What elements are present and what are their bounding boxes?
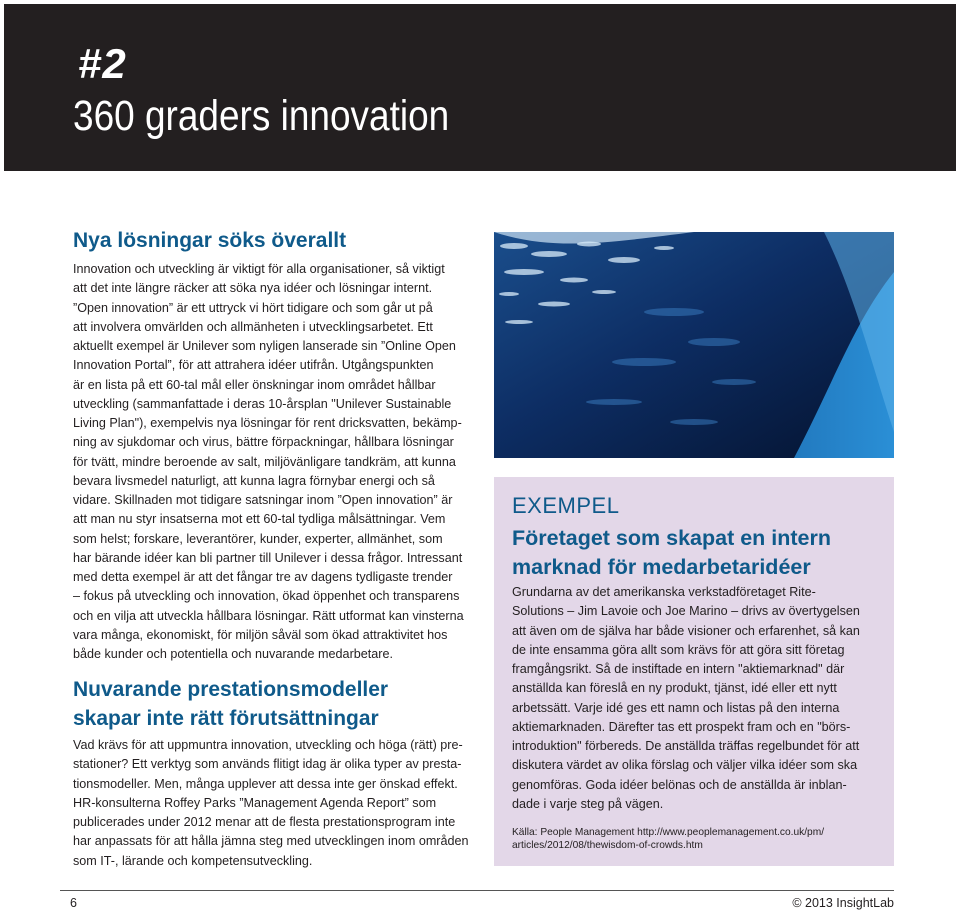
text-line: stationer? Ett verktyg som används flitigt idag är olika typer av presta- bbox=[73, 757, 462, 772]
text-line: – fokus på utveckling och innovation, ökad öppenhet och transparens bbox=[73, 589, 460, 604]
text-line: Innovation och utveckling är viktigt för alla organisationer, så viktigt bbox=[73, 262, 445, 276]
text-line: har bärande idéer kan bli partner till Unilever i dessa frågor. Intressant bbox=[73, 550, 463, 565]
text-line: Vad krävs för att uppmuntra innovation, utveckling och höga (rätt) pre- bbox=[73, 738, 463, 752]
example-body bbox=[512, 583, 860, 814]
text-line: har anpassats för att hålla jämna steg med utvecklingen inom områden bbox=[73, 834, 469, 849]
section1-heading: Nya lösningar söks överallt bbox=[73, 229, 347, 252]
text-line: Solutions – Jim Lavoie och Joe Marino – drivs av övertygelsen bbox=[512, 604, 860, 619]
text-line: arbetssätt. Varje idé ges ett namn och listas på den interna bbox=[512, 700, 840, 715]
text-line: som helst; forskare, leverantörer, kunder, experter, allmänhet, som bbox=[73, 531, 443, 546]
footer-divider bbox=[60, 890, 894, 891]
copyright: © 2013 InsightLab bbox=[792, 896, 894, 910]
text-line: genomföras. Goda idéer belönas och de anställda är inblan- bbox=[512, 777, 847, 792]
text-line: tionsmodeller. Men, många upplever att dessa inte ger önskad effekt. bbox=[73, 776, 458, 791]
text-line: Innovation Portal”, för att attrahera idéer utifrån. Utgångspunkten bbox=[73, 358, 434, 373]
text-line: och en vilja att utveckla hållbara lösningar. Rätt utformat kan vinsterna bbox=[73, 608, 464, 623]
text-line: aktiemarknaden. Därefter tas ett prospekt fram och en "börs- bbox=[512, 719, 851, 734]
page-header bbox=[4, 4, 956, 171]
text-line: vidare. Skillnaden mot tidigare satsningar inom ”Open innovation” är bbox=[73, 493, 453, 507]
text-line: HR-konsulterna Roffey Parks ”Management Agenda Report” som bbox=[73, 795, 437, 810]
text-line: vara många, ekonomiskt, för miljön såväl som ökad attraktivitet hos bbox=[73, 627, 448, 642]
section2-heading-line-2: skapar inte rätt förutsättningar bbox=[73, 707, 379, 730]
text-line: att det inte längre räcker att söka nya idéer och lösningar internt. bbox=[73, 281, 433, 296]
section2-body bbox=[73, 736, 483, 871]
text-line: för tvätt, mindre beroende av salt, miljövänligare tandkräm, att kunna bbox=[73, 454, 456, 469]
example-box bbox=[494, 477, 894, 866]
section2-heading bbox=[73, 675, 388, 733]
example-source bbox=[512, 827, 824, 852]
text-line: som IT-, lärande och kompetensutveckling. bbox=[73, 853, 313, 868]
text-line: introduktion" förbereds. De anställda träffas regelbundet för att bbox=[512, 739, 860, 753]
text-line: att man nu styr insatserna mot ett 60-tal tydliga målsättningar. Vem bbox=[73, 512, 446, 527]
section1-body bbox=[73, 260, 483, 664]
text-line: att även om de själva har både visioner och erfarenhet, så kan bbox=[512, 623, 860, 638]
text-line: ”Open innovation” är ett uttryck vi hört tidigare och som går ut på bbox=[73, 300, 433, 315]
example-heading-line-1: Företaget som skapat en intern bbox=[512, 526, 831, 550]
text-line: bevara livsmedel naturligt, att kunna lagra förnybar energi och så bbox=[73, 473, 435, 488]
text-line: med detta exempel är att det fångar tre av dagens tydligaste trender bbox=[73, 570, 453, 584]
text-line: anställda kan föreslå en ny produkt, tjänst, idé eller ett nytt bbox=[512, 681, 837, 696]
text-line: Living Plan"), exempelvis nya lösningar för rent dricksvatten, bekämp- bbox=[73, 416, 462, 430]
example-heading-line-2: marknad för medarbetaridéer bbox=[512, 555, 811, 579]
text-line: att involvera omvärlden och allmänheten i utvecklingsarbetet. Ett bbox=[73, 319, 433, 334]
section2-heading-line-1: Nuvarande prestationsmodeller bbox=[73, 678, 389, 701]
source-line-2: articles/2012/08/thewisdom-of-crowds.htm bbox=[512, 839, 703, 851]
text-line: aktuellt exempel är Unilever som nyligen lanserade sin ”Online Open bbox=[73, 339, 456, 353]
page-number: 6 bbox=[70, 896, 77, 910]
chapter-number: #2 bbox=[78, 40, 127, 87]
text-line: utveckling (sammanfattade i deras 10-årsplan "Unilever Sustainable bbox=[73, 396, 452, 411]
text-line: är en lista på ett 60-tal mål eller önskningar inom området hållbar bbox=[73, 377, 436, 392]
text-line: framgångsrikt. Så de instiftade en intern "aktiemarknad" där bbox=[512, 662, 845, 676]
text-line: både kunder och potentiella och nuvarande medarbetare. bbox=[73, 647, 393, 661]
text-line: dade i varje steg på vägen. bbox=[512, 796, 664, 811]
text-line: ning av sjukdomar och virus, bättre förpackningar, hållbara lösningar bbox=[73, 435, 454, 450]
example-label: EXEMPEL bbox=[512, 493, 620, 518]
ocean-wave-photo bbox=[494, 232, 894, 458]
text-line: publicerades under 2012 menar att de flesta prestationsprogram inte bbox=[73, 815, 456, 829]
text-line: diskutera värdet av olika förslag och väljer vilka idéer som ska bbox=[512, 758, 858, 773]
page-title: 360 graders innovation bbox=[73, 92, 450, 140]
text-line: Grundarna av det amerikanska verkstadföretaget Rite- bbox=[512, 585, 816, 599]
example-heading bbox=[512, 524, 831, 582]
text-line: de inte ensamma göra allt som krävs för att göra sitt företag bbox=[512, 642, 845, 657]
source-line-1: Källa: People Management http://www.peoplemanagement.co.uk/pm/ bbox=[512, 827, 825, 838]
